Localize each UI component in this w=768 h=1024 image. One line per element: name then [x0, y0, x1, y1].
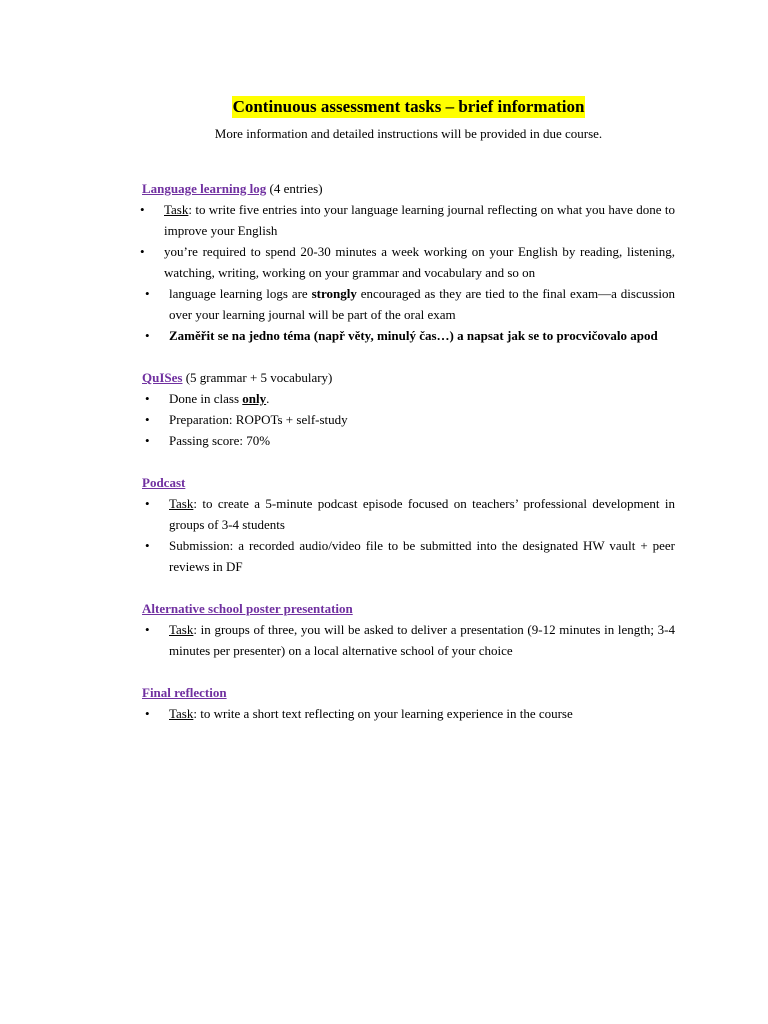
item-text: Done in class — [169, 391, 243, 406]
section-heading — [142, 682, 675, 703]
task-label: Task — [169, 706, 194, 721]
list-item — [142, 430, 675, 451]
heading-link-language-learning-log[interactable]: Language learning log — [142, 181, 267, 196]
section-heading — [142, 178, 675, 199]
list-item — [142, 283, 675, 325]
bullet-icon: • — [145, 328, 150, 343]
bullet-icon: • — [145, 286, 150, 301]
heading-link-podcast[interactable]: Podcast — [142, 475, 186, 490]
item-text: Submission: a recorded audio/video file to be submitted into the designated HW vault + peer reviews in DF — [169, 538, 675, 574]
bullet-icon: • — [145, 622, 150, 637]
bullet-icon: • — [145, 433, 150, 448]
item-text: Preparation: ROPOTs + self-study — [169, 412, 348, 427]
bullet-list — [142, 493, 675, 577]
bullet-list — [142, 619, 675, 661]
task-label: Task — [169, 622, 194, 637]
section-heading — [142, 598, 675, 619]
task-label: Task — [164, 202, 189, 217]
heading-link-poster-presentation[interactable]: Alternative school poster presentation — [142, 601, 353, 616]
item-text: : in groups of three, you will be asked to deliver a presentation (9-12 minutes in length; 3-4 minutes per presenter) on a local alternative school of your choice — [169, 622, 675, 658]
bullet-icon: • — [145, 496, 150, 511]
item-text: encouraged as they are tied to the final exam—a discussion over your learning journal will be part of the oral exam — [169, 286, 675, 322]
section-heading — [142, 472, 675, 493]
list-item — [142, 703, 675, 724]
section-quises — [142, 367, 675, 451]
bullet-list — [142, 388, 675, 451]
list-item — [142, 241, 675, 283]
list-item — [142, 325, 675, 346]
bullet-list — [142, 199, 675, 346]
emphasis-text: only — [242, 391, 267, 406]
section-language-learning-log — [142, 178, 675, 346]
bullet-icon: • — [140, 202, 145, 217]
section-heading — [142, 367, 675, 388]
item-text: . — [266, 391, 270, 406]
heading-link-quises[interactable]: QuISes — [142, 370, 183, 385]
section-poster-presentation — [142, 598, 675, 661]
bullet-icon: • — [145, 391, 150, 406]
bullet-icon: • — [145, 412, 150, 427]
item-text: you’re required to spend 20-30 minutes a week working on your English by reading, listening, watching, writing, working on your grammar and vocabulary and so on — [164, 244, 675, 280]
list-item — [142, 388, 675, 409]
bullet-icon: • — [145, 706, 150, 721]
bullet-icon: • — [140, 244, 145, 259]
document-page — [142, 96, 675, 724]
spacer — [142, 577, 675, 598]
list-item — [142, 493, 675, 535]
list-item — [142, 199, 675, 241]
task-label: Task — [169, 496, 194, 511]
list-item — [142, 535, 675, 577]
bullet-icon: • — [145, 538, 150, 553]
emphasis-text: strongly — [311, 286, 357, 301]
section-podcast — [142, 472, 675, 577]
heading-note: (5 grammar + 5 vocabulary) — [182, 370, 333, 385]
item-text: Zaměřit se na jedno téma (např věty, minulý čas…) a napsat jak se to procvičovalo apod — [169, 328, 658, 343]
item-text: : to write a short text reflecting on your learning experience in the course — [193, 706, 573, 721]
item-text: Passing score: 70% — [169, 433, 271, 448]
list-item — [142, 619, 675, 661]
spacer — [142, 346, 675, 367]
item-text: : to create a 5-minute podcast episode focused on teachers’ professional development in groups of 3-4 students — [169, 496, 675, 532]
spacer — [142, 451, 675, 472]
bullet-list — [142, 703, 675, 724]
heading-link-final-reflection[interactable]: Final reflection — [142, 685, 227, 700]
heading-note: (4 entries) — [266, 181, 323, 196]
spacer — [142, 661, 675, 682]
section-final-reflection — [142, 682, 675, 724]
item-text: : to write five entries into your language learning journal reflecting on what you have done to improve your English — [164, 202, 675, 238]
title-wrap — [142, 96, 675, 120]
page-title: Continuous assessment tasks – brief information — [232, 97, 585, 116]
page-subtitle: More information and detailed instructions will be provided in due course. — [214, 126, 603, 141]
item-text: language learning logs are — [169, 286, 312, 301]
list-item — [142, 409, 675, 430]
